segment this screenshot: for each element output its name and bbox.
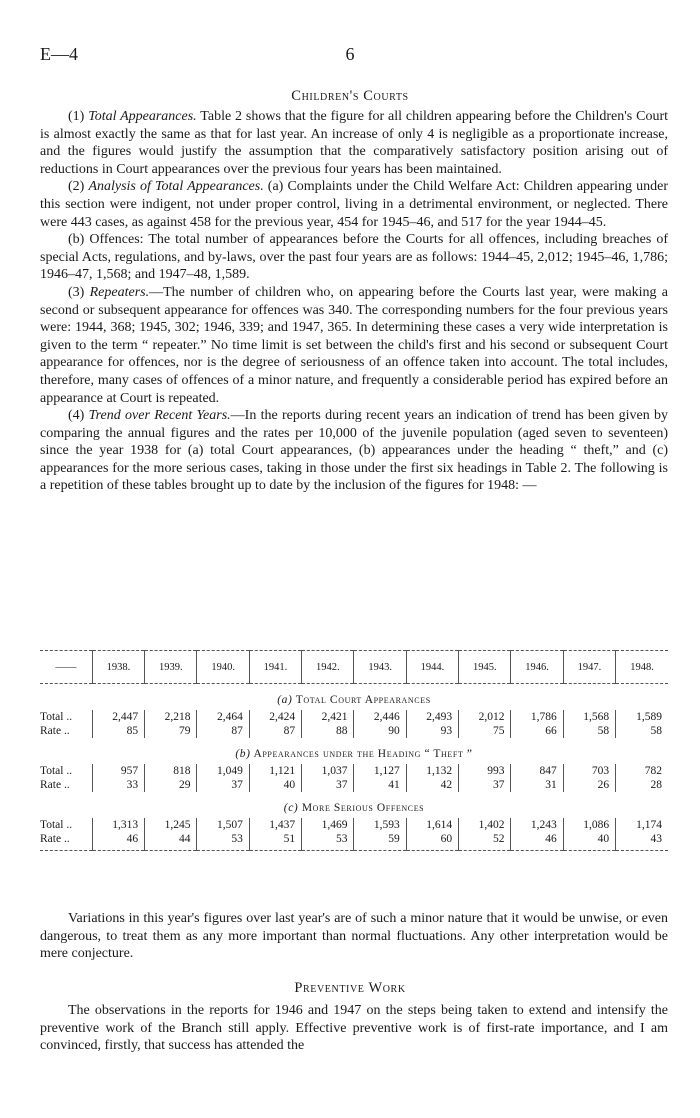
group-caption-text: Appearances under the Heading “ Theft ” xyxy=(253,748,473,760)
table-cell: 1,121 xyxy=(249,764,301,778)
paragraph xyxy=(40,284,668,407)
table-corner-cell: —— xyxy=(40,651,92,684)
paragraph-text: —The number of children who, on appearing before the Courts last year, were making a second or subsequent appearance for offences was 340. The corresponding numbers for the four previous years were: 1944, 368; 1945, 302; 1946, 339; and 1947, 365. In determining these cases a very wide interpretation is given to the term “ repeater.” No time limit is set between the child's first and his second or subsequent Court appearance for offences, nor is the degree of seriousness of an offence taken into account. The total includes, therefore, many cases of offences of a minor nature, and frequently a considerable period has expired before an appearance at Court is repeated. xyxy=(40,284,668,406)
table-cell: 1,614 xyxy=(406,818,458,832)
table-cell: 46 xyxy=(511,832,563,851)
group-caption-row xyxy=(40,792,668,818)
table-cell: 1,037 xyxy=(302,764,354,778)
row-label: Rate .. xyxy=(40,725,70,737)
year-header: 1938. xyxy=(92,651,144,684)
table-cell: 1,568 xyxy=(563,710,615,724)
table-cell: 33 xyxy=(92,778,144,792)
group-caption-mark: (c) xyxy=(283,802,299,814)
table-cell: 87 xyxy=(197,724,249,738)
table-cell: 818 xyxy=(145,764,197,778)
table-cell: 87 xyxy=(249,724,301,738)
group-caption-row xyxy=(40,738,668,764)
table-cell: 90 xyxy=(354,724,406,738)
table-cell: 26 xyxy=(563,778,615,792)
paragraph-heading: Trend over Recent Years. xyxy=(88,408,231,424)
group-caption-text: More Serious Offences xyxy=(301,802,425,814)
year-header: 1939. xyxy=(145,651,197,684)
group-caption xyxy=(40,738,668,764)
table-row xyxy=(40,818,668,832)
row-label: Total .. xyxy=(40,711,73,723)
table-cell: 1,507 xyxy=(197,818,249,832)
table-cell: 43 xyxy=(616,832,668,851)
year-header: 1944. xyxy=(406,651,458,684)
table-cell: 29 xyxy=(145,778,197,792)
paragraph-number: (2) xyxy=(68,179,89,195)
table-cell: 85 xyxy=(92,724,144,738)
table-cell: 41 xyxy=(354,778,406,792)
paragraph-heading: Total Appearances. xyxy=(88,109,197,124)
group-caption-text: Total Court Appearances xyxy=(295,694,431,706)
group-caption-mark: (a) xyxy=(277,694,293,706)
row-label: Rate .. xyxy=(40,832,92,851)
page-number: 6 xyxy=(345,44,355,64)
table-cell: 1,243 xyxy=(511,818,563,832)
group-caption xyxy=(40,792,668,818)
table-cell: 1,049 xyxy=(197,764,249,778)
group-caption-row xyxy=(40,684,668,711)
preventive-work-paragraph: The observations in the reports for 1946 and 1947 on the steps being taken to extend and intensify the preventive work of the Branch still apply. Effective preventive work is of first-rate importance, and I am convinced, firstly, that success has attended the xyxy=(40,1003,668,1054)
table-cell: 31 xyxy=(511,778,563,792)
table-cell: 66 xyxy=(511,724,563,738)
table-row xyxy=(40,710,668,724)
table-row xyxy=(40,724,668,738)
document-code: E—4 xyxy=(40,44,78,64)
table-cell: 79 xyxy=(145,724,197,738)
year-header: 1945. xyxy=(459,651,511,684)
after-table-text xyxy=(40,910,668,963)
year-header: 1946. xyxy=(511,651,563,684)
table-cell: 2,446 xyxy=(354,710,406,724)
table-cell: 957 xyxy=(92,764,144,778)
table-cell: 42 xyxy=(406,778,458,792)
table-cell: 88 xyxy=(302,724,354,738)
table-cell: 37 xyxy=(459,778,511,792)
year-header: 1940. xyxy=(197,651,249,684)
paragraph-number: (b) xyxy=(68,232,90,248)
year-header: 1942. xyxy=(302,651,354,684)
table-cell: 37 xyxy=(302,778,354,792)
row-label: Total .. xyxy=(40,819,73,831)
table-row xyxy=(40,764,668,778)
group-caption xyxy=(40,684,668,711)
table-cell: 44 xyxy=(145,832,197,851)
table-cell: 993 xyxy=(459,764,511,778)
paragraph-number: (3) xyxy=(68,284,90,300)
table-cell: 2,493 xyxy=(406,710,458,724)
table-header-row xyxy=(40,651,668,684)
table-cell: 847 xyxy=(511,764,563,778)
table-cell: 1,132 xyxy=(406,764,458,778)
table-cell: 2,447 xyxy=(92,710,144,724)
year-header: 1943. xyxy=(354,651,406,684)
page-header xyxy=(40,44,660,68)
table-cell: 37 xyxy=(197,778,249,792)
paragraph-number: (1) xyxy=(68,109,89,124)
after-table-paragraph: Variations in this year's figures over last year's are of such a minor nature that it would be unwise, or even dangerous, to treat them as any more important than normal fluctuations. Any other interpretation would be mere conjecture. xyxy=(40,911,668,962)
paragraph-heading: Repeaters. xyxy=(89,284,150,300)
paragraph-number: (4) xyxy=(68,408,89,424)
table-cell: 1,313 xyxy=(92,818,144,832)
paragraph-text: (a) Complaints under the Child Welfare Act: Children appearing under this section were indigent, not under proper control, living in a detrimental environment, or neglected. There were 443 cases, as against 458 for the previous year, 454 for 1945–46, and 517 for the year 1944–45. xyxy=(40,179,669,230)
year-header: 1948. xyxy=(616,651,668,684)
paragraph xyxy=(40,407,668,495)
table-cell: 58 xyxy=(616,724,668,738)
paragraph-text: —In the reports during recent years an indication of trend has been given by comparing the annual figures and the rates per 10,000 of the juvenile population (aged seven to seventeen) since the year 1938 for (a) total Court appearances, (b) appearances under the heading “ theft,” and (c) appearances for the more serious cases, taking in those under the first six headings in Table 2. The following is a repetition of these tables brought up to date by the inclusion of the figures for 1948: — xyxy=(40,408,669,494)
table-cell: 53 xyxy=(197,832,249,851)
year-header: 1947. xyxy=(563,651,615,684)
table-cell: 60 xyxy=(406,832,458,851)
table-cell: 75 xyxy=(459,724,511,738)
table-cell: 1,437 xyxy=(249,818,301,832)
table-cell: 58 xyxy=(563,724,615,738)
paragraph-text: Table 2 shows that the figure for all children appearing before the Children's Court is almost exactly the same as that for last year. An increase of only 4 is negligible as a proportionate increase, and the figures would justify the assumption that the comparatively satisfactory position arising out of reductions in Court appearances over the previous four years has been maintained. xyxy=(40,109,668,177)
trend-table xyxy=(40,650,668,851)
table-cell: 1,245 xyxy=(145,818,197,832)
table-cell: 52 xyxy=(459,832,511,851)
table-cell: 1,469 xyxy=(302,818,354,832)
table-cell: 2,218 xyxy=(145,710,197,724)
table-cell: 2,421 xyxy=(302,710,354,724)
table-row xyxy=(40,778,668,792)
table-cell: 1,086 xyxy=(563,818,615,832)
table-cell: 782 xyxy=(616,764,668,778)
paragraph xyxy=(40,108,668,178)
table-cell: 28 xyxy=(616,778,668,792)
table-row xyxy=(40,832,668,851)
table-cell: 1,786 xyxy=(511,710,563,724)
childrens-courts-text xyxy=(40,108,668,495)
paragraph-heading: Analysis of Total Appearances. xyxy=(88,179,264,195)
table-cell: 1,589 xyxy=(616,710,668,724)
table-cell: 2,424 xyxy=(249,710,301,724)
table-cell: 46 xyxy=(92,832,144,851)
paragraph-text: Offences: The total number of appearances before the Courts for all offences, including breaches of special Acts, regulations, and by-laws, over the past four years are as follows: 1944–45, 2,012; 1945–46, 1,786; 1946–47, 1,568; and 1947–48, 1,589. xyxy=(40,232,669,283)
table-cell: 93 xyxy=(406,724,458,738)
preventive-work-text xyxy=(40,1002,668,1055)
table-cell: 40 xyxy=(249,778,301,792)
table-cell: 1,593 xyxy=(354,818,406,832)
table-cell: 1,174 xyxy=(616,818,668,832)
row-label: Total .. xyxy=(40,765,73,777)
paragraph xyxy=(40,231,668,284)
table-cell: 59 xyxy=(354,832,406,851)
table-cell: 1,402 xyxy=(459,818,511,832)
table-cell: 2,464 xyxy=(197,710,249,724)
group-caption-mark: (b) xyxy=(235,748,251,760)
table-cell: 40 xyxy=(563,832,615,851)
year-header: 1941. xyxy=(249,651,301,684)
table-cell: 703 xyxy=(563,764,615,778)
paragraph xyxy=(40,178,668,231)
table-cell: 2,012 xyxy=(459,710,511,724)
section-title-preventive-work: Preventive Work xyxy=(294,980,406,996)
table-cell: 53 xyxy=(302,832,354,851)
row-label: Rate .. xyxy=(40,779,70,791)
table-cell: 51 xyxy=(249,832,301,851)
table-cell: 1,127 xyxy=(354,764,406,778)
section-title-childrens-courts: Children's Courts xyxy=(291,88,409,104)
